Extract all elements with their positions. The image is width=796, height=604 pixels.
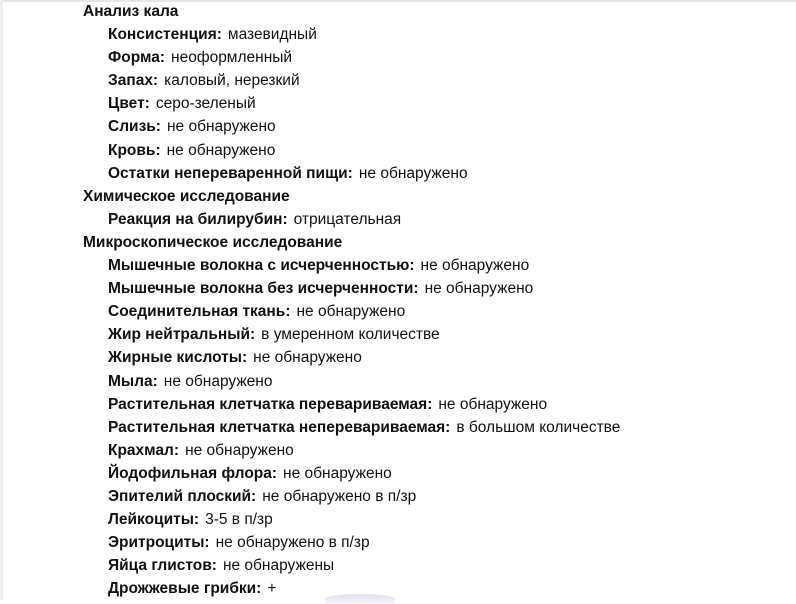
result-label: Жирные кислоты: — [108, 349, 248, 367]
section-title-microscopic-study: Микроскопическое исследование — [83, 233, 343, 251]
result-row-connective-tissue — [83, 300, 783, 323]
result-label: Яйца глистов: — [108, 557, 217, 575]
result-value: в умеренном количестве — [261, 326, 440, 344]
result-value: не обнаружено — [253, 349, 362, 367]
result-label: Жир нейтральный: — [108, 326, 256, 344]
result-row-yeast-fungi — [83, 577, 783, 600]
result-value: не обнаружено — [185, 441, 294, 459]
result-row-color — [83, 92, 783, 115]
result-label: Эритроциты: — [108, 534, 210, 552]
result-label: Йодофильная флора: — [108, 464, 278, 482]
result-label: Кровь: — [108, 141, 161, 159]
result-row-blood — [83, 139, 783, 162]
result-value: не обнаружено — [424, 280, 534, 298]
result-row-erythrocytes — [83, 531, 783, 554]
result-value: не обнаружено — [420, 257, 530, 275]
result-row-squamous-epithelium — [83, 485, 783, 508]
result-row-starch — [83, 439, 783, 462]
result-value: 3-5 в п/зр — [205, 511, 273, 529]
result-value: не обнаружено в п/зр — [262, 487, 417, 505]
result-row-form — [83, 46, 783, 69]
result-label: Мышечные волокна с исчерченностью: — [108, 257, 415, 275]
result-label: Мыла: — [108, 372, 158, 390]
result-row-odor — [83, 69, 783, 92]
result-row-consistency — [83, 23, 783, 46]
left-edge-divider — [0, 0, 3, 600]
result-value: не обнаружено — [166, 118, 276, 136]
result-label: Консистенция: — [108, 26, 222, 44]
result-label: Цвет: — [108, 95, 150, 113]
result-value: не обнаружено — [283, 464, 392, 482]
result-value: + — [267, 580, 277, 598]
stamp-fragment — [325, 594, 395, 604]
result-row-bilirubin — [83, 208, 783, 231]
result-row-striated-muscle — [83, 254, 783, 277]
result-label: Соединительная ткань: — [108, 303, 291, 321]
result-value: не обнаружено — [163, 372, 273, 390]
section-title-chemical-study: Химическое исследование — [83, 187, 290, 205]
section-title-stool-analysis: Анализ кала — [83, 3, 179, 20]
result-value: мазевидный — [227, 26, 317, 44]
result-label: Растительная клетчатка перевариваемая: — [108, 395, 433, 413]
result-value: отрицательная — [293, 210, 402, 228]
result-value: в большом количестве — [456, 418, 621, 436]
result-row-digestible-fiber — [83, 393, 783, 416]
result-row-mucus — [83, 115, 783, 138]
stool-analysis-document — [83, 0, 783, 600]
result-value: не обнаружено — [358, 164, 468, 182]
result-label: Слизь: — [108, 118, 161, 136]
result-value: не обнаружено — [166, 141, 276, 159]
result-label: Остатки непереваренной пищи: — [108, 164, 353, 182]
result-label: Растительная клетчатка неперевариваемая: — [108, 418, 451, 436]
result-value: не обнаружено — [296, 303, 406, 321]
result-value: не обнаружено в п/зр — [215, 534, 370, 552]
result-value: серо-зеленый — [155, 95, 256, 113]
result-label: Мышечные волокна без исчерченности: — [108, 280, 419, 298]
result-row-soaps — [83, 370, 783, 393]
result-row-leukocytes — [83, 508, 783, 531]
result-label: Крахмал: — [108, 441, 180, 459]
result-label: Лейкоциты: — [108, 511, 200, 529]
result-label: Эпителий плоский: — [108, 487, 257, 505]
result-label: Форма: — [108, 49, 166, 67]
result-row-neutral-fat — [83, 323, 783, 346]
result-row-undigested-food — [83, 162, 783, 185]
result-label: Запах: — [108, 72, 159, 90]
result-value: не обнаружено — [438, 395, 548, 413]
result-value: неоформленный — [171, 49, 293, 67]
result-row-fatty-acids — [83, 346, 783, 369]
result-row-indigestible-fiber — [83, 416, 783, 439]
result-value: не обнаружены — [222, 557, 335, 575]
result-label: Реакция на билирубин: — [108, 210, 288, 228]
result-row-helminth-eggs — [83, 554, 783, 577]
result-row-non-striated-muscle — [83, 277, 783, 300]
result-value: каловый, нерезкий — [164, 72, 300, 90]
result-row-iodophilic-flora — [83, 462, 783, 485]
result-label: Дрожжевые грибки: — [108, 580, 262, 598]
